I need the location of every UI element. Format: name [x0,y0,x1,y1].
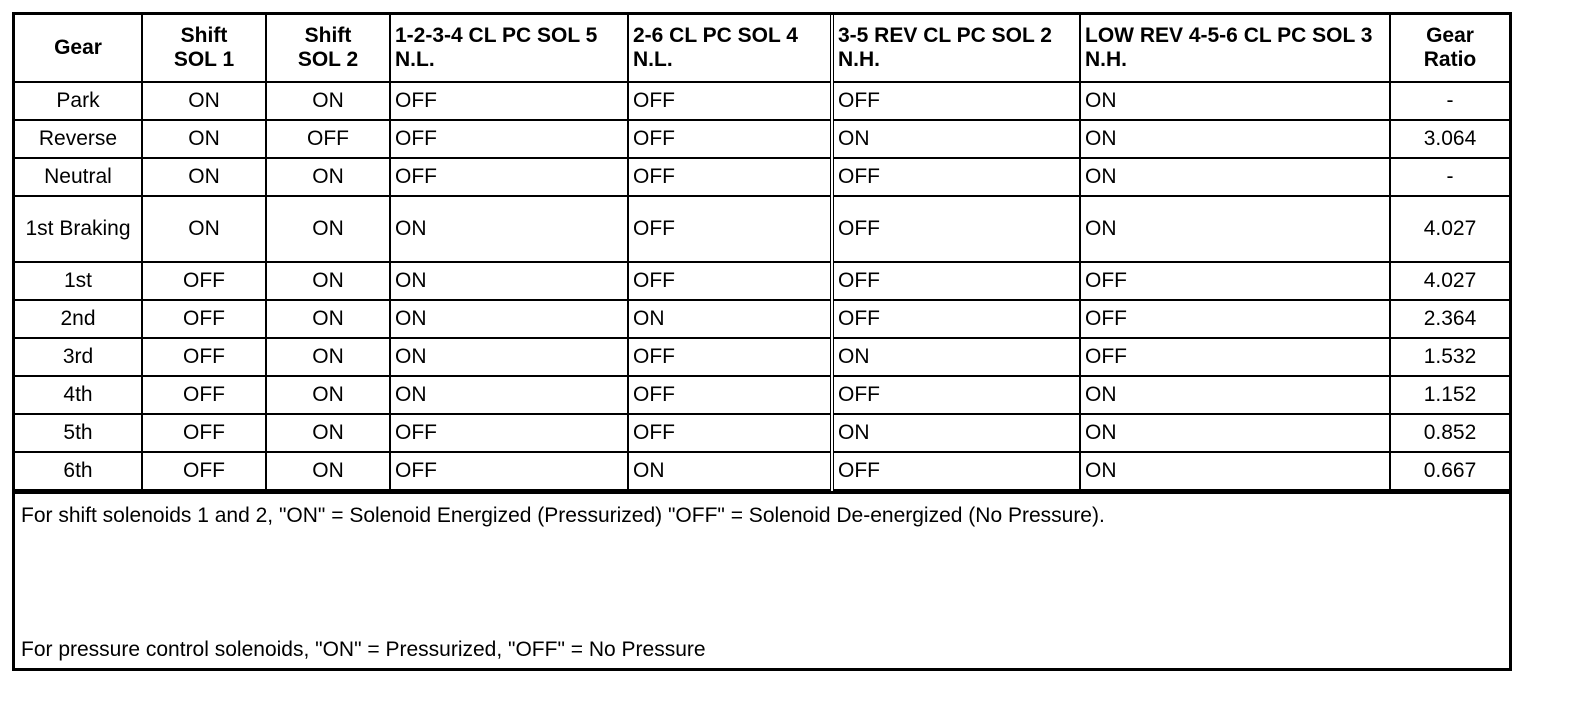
cell-sol-2: OFF [832,82,1080,120]
cell-gear: Reverse [15,120,142,158]
cell-sol-2: OFF [832,158,1080,196]
cell-shift-sol-2: ON [266,376,390,414]
cell-sol-3: ON [1080,196,1390,262]
cell-sol-3: ON [1080,414,1390,452]
cell-sol-4: OFF [628,414,832,452]
notes-area [15,491,1509,668]
cell-gear: 1st Braking [15,196,142,262]
solenoid-chart [12,12,1512,671]
cell-shift-sol-1: ON [142,120,266,158]
cell-gear: 4th [15,376,142,414]
header-sol-3: LOW REV 4-5-6 CL PC SOL 3 N.H. [1080,15,1390,82]
cell-sol-3: OFF [1080,338,1390,376]
header-shift-sol-2: Shift SOL 2 [266,15,390,82]
cell-sol-2: OFF [832,452,1080,490]
cell-sol-2: OFF [832,262,1080,300]
cell-sol-4: OFF [628,82,832,120]
cell-sol-3: ON [1080,158,1390,196]
cell-sol-5: ON [390,376,628,414]
cell-shift-sol-1: OFF [142,300,266,338]
cell-gear-ratio: - [1390,82,1509,120]
cell-sol-2: ON [832,338,1080,376]
cell-shift-sol-1: OFF [142,414,266,452]
cell-sol-4: OFF [628,120,832,158]
table-row [15,82,1509,120]
cell-shift-sol-1: OFF [142,262,266,300]
cell-shift-sol-2: OFF [266,120,390,158]
header-row [15,15,1509,82]
cell-sol-4: ON [628,452,832,490]
cell-shift-sol-2: ON [266,196,390,262]
note-shift-solenoids: For shift solenoids 1 and 2, "ON" = Solenoid Energized (Pressurized) "OFF" = Solenoid De-energized (No Pressure). [21,504,1105,527]
cell-shift-sol-1: ON [142,82,266,120]
cell-sol-5: OFF [390,158,628,196]
cell-sol-5: OFF [390,82,628,120]
cell-sol-2: OFF [832,196,1080,262]
cell-sol-4: ON [628,300,832,338]
cell-shift-sol-2: ON [266,82,390,120]
header-sol-4: 2-6 CL PC SOL 4 N.L. [628,15,832,82]
cell-gear-ratio: 1.532 [1390,338,1509,376]
cell-gear-ratio: 3.064 [1390,120,1509,158]
table-row [15,452,1509,490]
cell-sol-3: ON [1080,120,1390,158]
cell-shift-sol-2: ON [266,414,390,452]
cell-sol-4: OFF [628,338,832,376]
cell-sol-5: OFF [390,120,628,158]
cell-gear: 1st [15,262,142,300]
cell-sol-4: OFF [628,262,832,300]
cell-sol-2: OFF [832,300,1080,338]
cell-shift-sol-2: ON [266,158,390,196]
cell-gear: 3rd [15,338,142,376]
cell-gear-ratio: 1.152 [1390,376,1509,414]
cell-shift-sol-1: OFF [142,338,266,376]
table-row [15,196,1509,262]
cell-sol-5: OFF [390,452,628,490]
cell-gear: Neutral [15,158,142,196]
cell-shift-sol-1: OFF [142,376,266,414]
table-row [15,376,1509,414]
table-row [15,158,1509,196]
cell-sol-3: ON [1080,452,1390,490]
table-row [15,414,1509,452]
cell-sol-2: OFF [832,376,1080,414]
cell-sol-3: OFF [1080,262,1390,300]
cell-gear-ratio: 4.027 [1390,262,1509,300]
cell-sol-2: ON [832,414,1080,452]
cell-gear-ratio: 0.852 [1390,414,1509,452]
cell-sol-3: OFF [1080,300,1390,338]
header-gear-ratio: Gear Ratio [1390,15,1509,82]
header-shift-sol-1: Shift SOL 1 [142,15,266,82]
cell-shift-sol-2: ON [266,338,390,376]
cell-gear-ratio: - [1390,158,1509,196]
cell-shift-sol-1: ON [142,158,266,196]
cell-gear: 5th [15,414,142,452]
cell-gear-ratio: 4.027 [1390,196,1509,262]
note-pressure-solenoids: For pressure control solenoids, "ON" = Pressurized, "OFF" = No Pressure [21,638,706,661]
cell-sol-5: ON [390,262,628,300]
cell-shift-sol-2: ON [266,452,390,490]
cell-sol-3: ON [1080,376,1390,414]
cell-sol-5: OFF [390,414,628,452]
cell-sol-4: OFF [628,376,832,414]
table-row [15,120,1509,158]
cell-shift-sol-1: ON [142,196,266,262]
cell-sol-2: ON [832,120,1080,158]
cell-gear-ratio: 0.667 [1390,452,1509,490]
table-row [15,300,1509,338]
cell-sol-4: OFF [628,196,832,262]
header-sol-2: 3-5 REV CL PC SOL 2 N.H. [832,15,1080,82]
cell-shift-sol-2: ON [266,262,390,300]
cell-shift-sol-1: OFF [142,452,266,490]
cell-sol-4: OFF [628,158,832,196]
cell-shift-sol-2: ON [266,300,390,338]
cell-gear: 6th [15,452,142,490]
header-sol-5: 1-2-3-4 CL PC SOL 5 N.L. [390,15,628,82]
cell-sol-5: ON [390,196,628,262]
table-row [15,338,1509,376]
cell-gear-ratio: 2.364 [1390,300,1509,338]
solenoid-table [15,15,1509,491]
cell-gear: 2nd [15,300,142,338]
cell-sol-5: ON [390,338,628,376]
cell-sol-5: ON [390,300,628,338]
cell-gear: Park [15,82,142,120]
cell-sol-3: ON [1080,82,1390,120]
table-row [15,262,1509,300]
header-gear: Gear [15,15,142,82]
